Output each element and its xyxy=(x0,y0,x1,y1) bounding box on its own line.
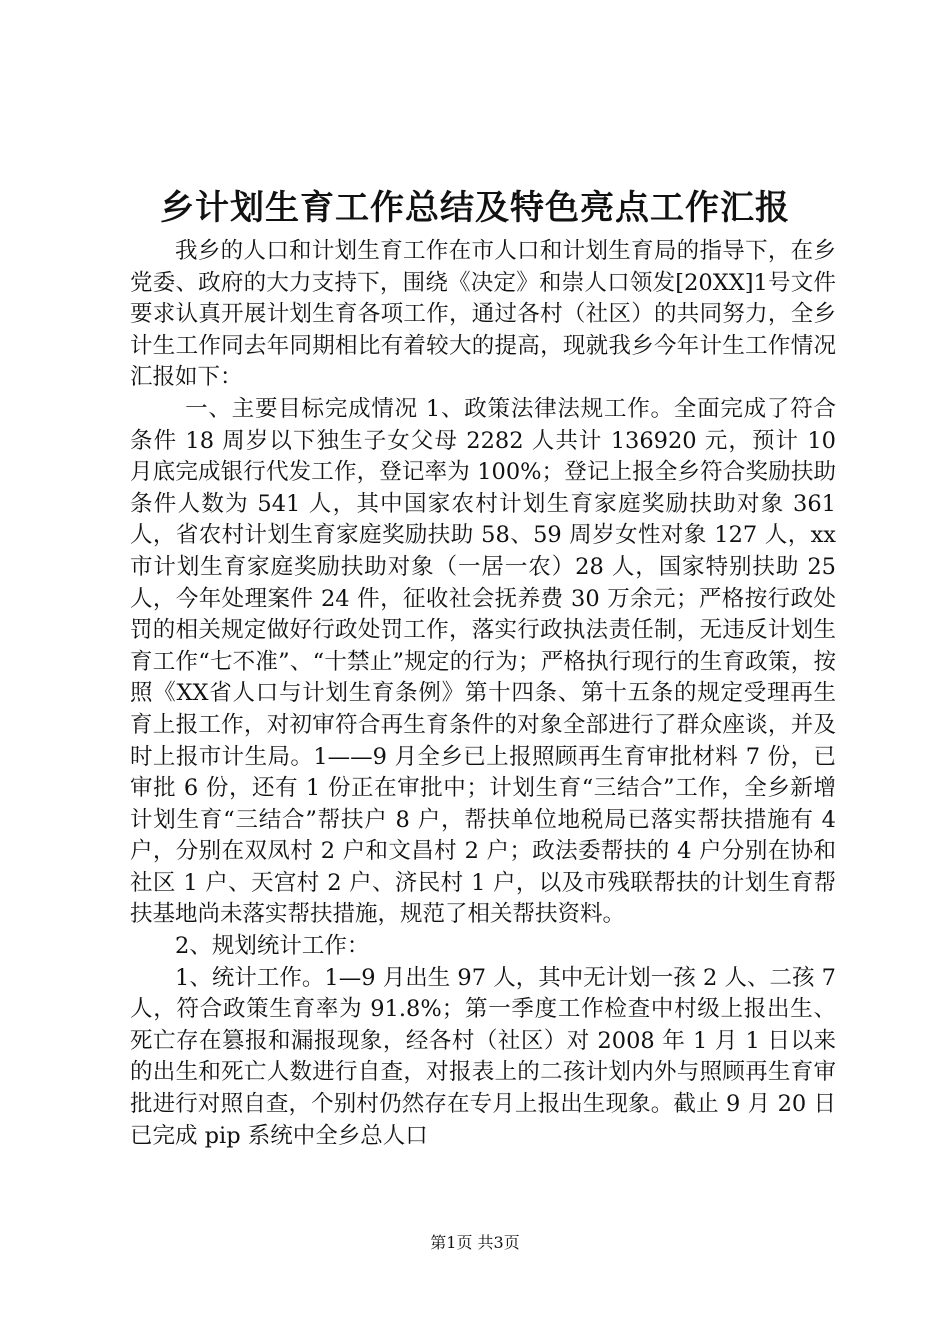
paragraph-main-targets: 一、主要目标完成情况 1、政策法律法规工作。全面完成了符合条件 18 周岁以下独生子女父母 2282 人共计 136920 元，预计 10 月底完成银行代发工作，登记率为 100%；登记上报全乡符合奖励扶助条件人数为 541 人，其中国家农村计划生育家庭奖励扶助对象 361 人，省农村计划生育家庭奖励扶助 58、59 周岁女性对象 127 人，xx 市计划生育家庭奖励扶助对象（一居一农）28 人，国家特别扶助 25 人，今年处理案件 24 件，征收社会抚养费 30 万余元；严格按行政处罚的相关规定做好行政处罚工作，落实行政执法责任制，无违反计划生育工作“七不准”、“十禁止”规定的行为；严格执行现行的生育政策，按照《XX省人口与计划生育条例》第十四条、第十五条的规定受理再生育上报工作，对初审符合再生育条件的对象全部进行了群众座谈，并及时上报市计生局。1——9 月全乡已上报照顾再生育审批材料 7 份，已审批 6 份，还有 1 份正在审批中；计划生育“三结合”工作，全乡新增计划生育“三结合”帮扶户 8 户，帮扶单位地税局已落实帮扶措施有 4 户，分别在双凤村 2 户和文昌村 2 户；政法委帮扶的 4 户分别在协和社区 1 户、天宫村 2 户、济民村 1 户，以及市残联帮扶的计划生育帮扶基地尚未落实帮扶措施，规范了相关帮扶资料。 xyxy=(130,395,836,928)
paragraph-planning-heading: 2、规划统计工作： xyxy=(175,933,370,960)
page-number-footer: 第1页 共3页 xyxy=(430,1233,520,1252)
paragraph-statistics: 1、统计工作。1—9 月出生 97 人，其中无计划一孩 2 人、二孩 7 人，符合政策生育率为 91.8%；第一季度工作检查中村级上报出生、死亡存在篡报和漏报现象，经各村（社区）对 2008 年 1 月 1 日以来的出生和死亡人数进行自查，对报表上的二孩计划内外与照顾再生育审批进行对照自查，个别村仍然存在专月上报出生现象。截止 9 月 20 日已完成 pip 系统中全乡总人口 xyxy=(130,964,836,1149)
document-title: 乡计划生育工作总结及特色亮点工作汇报 xyxy=(160,188,790,228)
document-body xyxy=(130,236,836,1152)
paragraph-intro: 我乡的人口和计划生育工作在市人口和计划生育局的指导下，在乡党委、政府的大力支持下，围绕《决定》和崇人口领发[20XX]1号文件要求认真开展计划生育各项工作，通过各村（社区）的共同努力，全乡计生工作同去年同期相比有着较大的提高，现就我乡今年计生工作情况汇报如下： xyxy=(130,238,836,391)
